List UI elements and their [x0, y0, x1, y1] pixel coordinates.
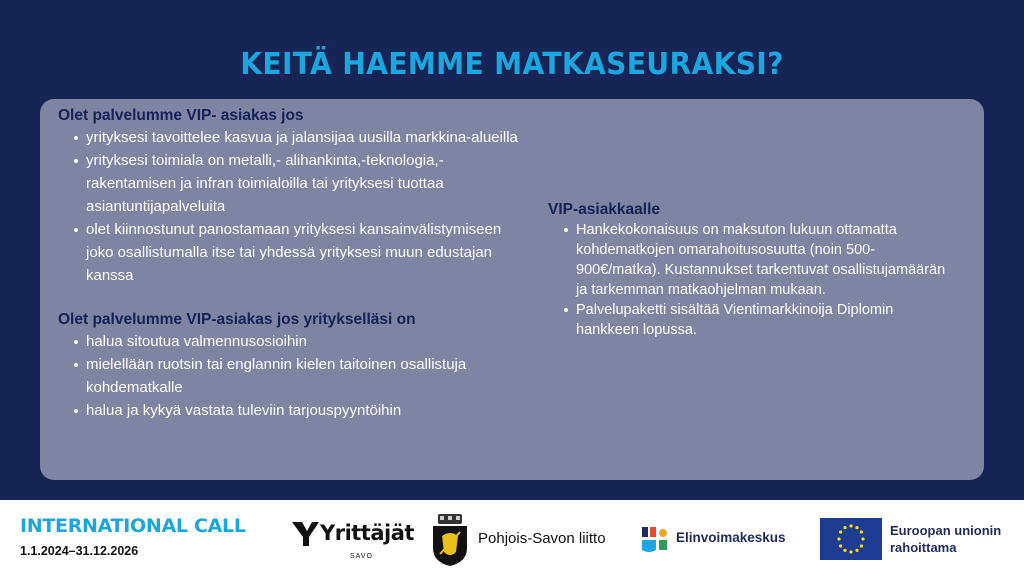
list-item: yrityksesi toimiala on metalli,- alihankinta,-teknologia,- rakentamisen ja infran toimialoilla tai yrityksesi tuottaa asiantuntijapalveluita: [58, 149, 518, 218]
list-item: yrityksesi tavoittelee kasvua ja jalansijaa uusilla markkina-alueilla: [58, 126, 518, 149]
list-item: halua sitoutua valmennusosioihin: [58, 330, 518, 353]
left-column: [58, 106, 518, 422]
yrittajat-logo: [290, 516, 418, 562]
program-dates: 1.1.2024–31.12.2026: [20, 544, 139, 558]
list-item: Palvelupaketti sisältää Vientimarkkinoija Diplomin hankkeen lopussa.: [548, 300, 958, 340]
yrittajat-name: Yrittäjät: [320, 521, 414, 545]
program-title: INTERNATIONAL CALL: [20, 515, 246, 537]
section1-heading: Olet palvelumme VIP- asiakas jos: [58, 107, 304, 124]
pohjois-savo-label: Pohjois-Savon liitto: [478, 530, 606, 547]
right-column: [548, 200, 958, 340]
section2-list: [58, 330, 518, 422]
content-panel: [40, 99, 984, 480]
list-item: mielellään ruotsin tai englannin kielen taitoinen osallistuja kohdematkalle: [58, 353, 518, 399]
elinvoimakeskus-label: Elinvoimakeskus: [676, 530, 786, 545]
list-item: halua ja kykyä vastata tuleviin tarjouspyyntöihin: [58, 399, 518, 422]
list-item: Hankekokonaisuus on maksuton lukuun ottamatta kohdematkojen omarahoitusosuutta (noin 500-900€/matka). Kustannukset tarkentuvat osallistujamäärän ja tarkemman matkaohjelman mukaan.: [548, 220, 958, 300]
footer-logo-bar: [0, 500, 1024, 576]
yrittajat-sub: SAVO: [350, 553, 373, 560]
section2-heading: Olet palvelumme VIP-asiakas jos yritykselläsi on: [58, 311, 416, 328]
list-item: olet kiinnostunut panostamaan yrityksesi kansainvälistymiseen joko osallistumalla itse tai yhdessä yrityksesi muun edustajan kanssa: [58, 218, 518, 287]
vip-list: [548, 220, 958, 340]
section1-list: [58, 126, 518, 287]
vip-heading: VIP-asiakkaalle: [548, 201, 661, 218]
eu-line2: rahoittama: [890, 540, 957, 555]
pohjois-savo-crest-icon: [430, 514, 470, 566]
eu-flag-icon: [820, 518, 882, 560]
slide-title: KEITÄ HAEMME MATKASEURAKSI?: [240, 47, 784, 82]
yrittajat-mark-icon: [290, 518, 320, 548]
eu-funding-label: [890, 522, 1001, 556]
elinvoimakeskus-mark-icon: [640, 524, 670, 554]
eu-line1: Euroopan unionin: [890, 523, 1002, 538]
